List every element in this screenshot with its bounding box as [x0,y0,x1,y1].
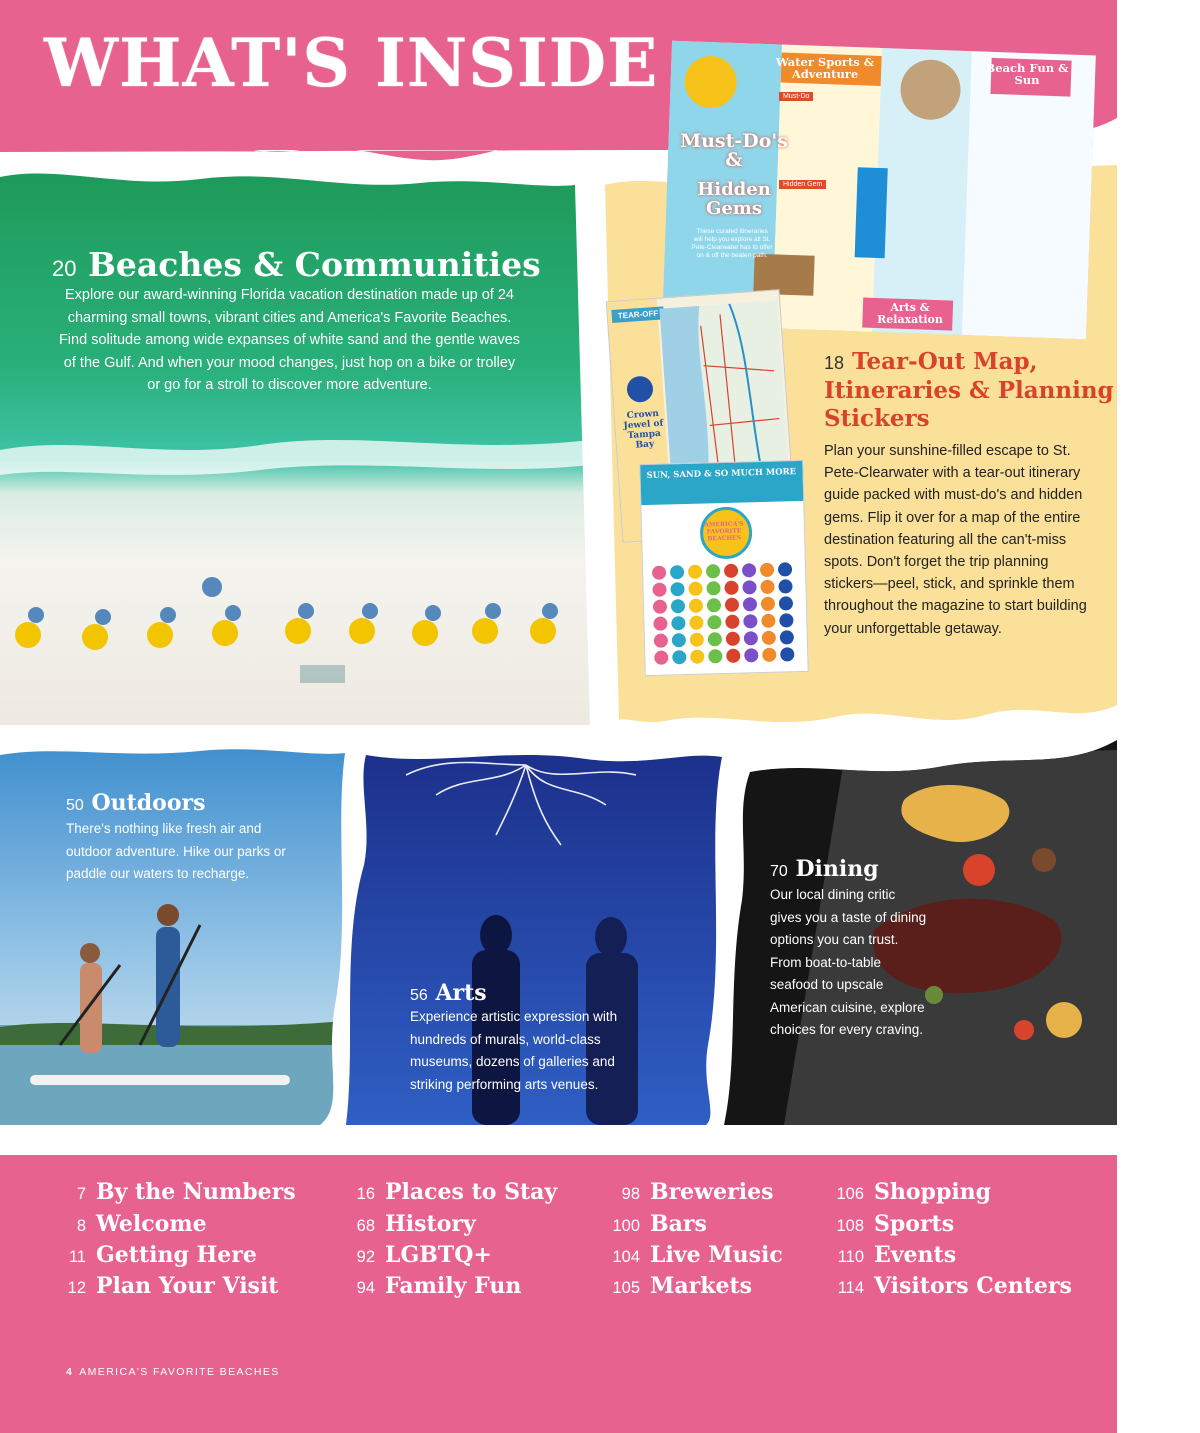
index-entry-title: Welcome [96,1211,207,1237]
index-page-number: 114 [837,1279,864,1297]
index-page-number: 8 [76,1217,86,1235]
index-entry [46,1273,278,1299]
sticker-icon [779,596,793,610]
index-entry [335,1242,492,1268]
index-entry-title: History [385,1211,476,1237]
sticker-icon [689,616,703,630]
sticker-icon [653,600,667,614]
sticker-icon [689,599,703,613]
sticker-icon [706,581,720,595]
hidden-gems-label: Hidden Gems [697,179,771,219]
index-page-number: 92 [356,1248,375,1266]
beaches-description: Explore our award-winning Florida vacation destination made up of 24 charming small towns, vibrant cities and America's Favorite Beaches. Find solitude among wide expanses of white sand and the gentle waves of the Gulf. And when your mood changes, just hop on a bike or trolley or go for a stroll to discover more adventure. [58,287,521,393]
sticker-badge: AMERICA'S FAVORITE BEACHES [704,520,744,543]
page-footer [66,1366,280,1378]
sticker-icon [708,632,722,646]
sticker-icon [671,616,685,630]
sticker-icon [652,566,666,580]
dining-title: Dining [795,856,879,882]
index-band [0,1155,1117,1433]
sticker-icon [653,617,667,631]
sticker-icon [724,564,738,578]
sticker-icon [652,583,666,597]
sticker-icon [744,631,758,645]
index-entry-title: Family Fun [385,1273,522,1299]
sticker-icon [780,647,794,661]
sticker-icon [742,563,756,577]
sticker-icon [778,579,792,593]
index-entry [335,1273,521,1299]
outdoors-heading [66,790,206,816]
sticker-icon [724,581,738,595]
index-entry-title: LGBTQ+ [385,1242,492,1268]
dining-heading [770,856,879,882]
arts-description: Experience artistic expression with hundreds of murals, world-class museums, dozens of galleries and striking performing arts venues. [410,1009,618,1092]
hidden-gem-tag: Hidden Gem [779,180,826,189]
sticker-icon [654,633,668,647]
dining-description: Our local dining critic gives you a taste of dining options you can trust. From boat-to-table seafood to upscale American cuisine, explore choices for every craving. [770,887,927,1037]
sticker-icon [742,580,756,594]
index-entry [600,1211,707,1237]
sticker-icon [670,582,684,596]
footer-publication: AMERICA'S FAVORITE BEACHES [79,1366,280,1378]
sticker-icon [760,580,774,594]
index-page-number: 11 [68,1248,86,1266]
sticker-icon [778,562,792,576]
sticker-icon [708,649,722,663]
tearout-page-number: 18 [824,353,845,373]
tearout-heading [824,348,1114,433]
index-entry [824,1273,1072,1299]
index-page-number: 7 [76,1185,86,1203]
sticker-heading: SUN, SAND & SO MUCH MORE [646,467,797,481]
index-entry-title: Places to Stay [385,1179,558,1205]
sticker-icon [779,613,793,627]
index-page-number: 105 [612,1279,640,1297]
index-entry [46,1242,257,1268]
index-entry [824,1179,991,1205]
index-entry [600,1273,752,1299]
sticker-dots [651,561,800,669]
index-entry-title: Sports [874,1211,955,1237]
itinerary-spread-image [667,48,1091,332]
index-entry [335,1179,557,1205]
arts-title: Arts [435,980,487,1006]
arts-relax-label: Arts & Relaxation [877,301,943,326]
index-page-number: 100 [612,1217,640,1235]
sticker-icon [672,650,686,664]
index-entry-title: Getting Here [96,1242,257,1268]
sticker-icon [743,597,757,611]
beaches-page-number: 20 [52,256,77,281]
index-entry [600,1179,773,1205]
index-page-number: 104 [612,1248,640,1266]
index-entry-title: Breweries [650,1179,774,1205]
sticker-icon [654,650,668,664]
index-page-number: 106 [836,1185,864,1203]
sticker-icon [761,614,775,628]
spread-blurb: These curated itineraries will help you explore all St. Pete-Clearwater has to offer on & off the beaten path. [691,228,773,259]
index-page-number: 108 [836,1217,864,1235]
sticker-icon [726,632,740,646]
sticker-icon [671,599,685,613]
sticker-icon [688,565,702,579]
dining-page-number: 70 [770,863,788,880]
index-entry [335,1211,476,1237]
index-page-number: 16 [356,1185,375,1203]
index-page-number: 110 [837,1248,864,1266]
index-entry-title: Bars [650,1211,707,1237]
index-entry [46,1179,296,1205]
map-tab-label: TEAR-OFF [611,306,664,323]
index-entry-title: Live Music [650,1242,783,1268]
page-title: WHAT'S INSIDE [44,24,659,102]
sticker-icon [762,648,776,662]
sticker-icon [744,648,758,662]
index-entry-title: By the Numbers [96,1179,296,1205]
outdoors-title: Outdoors [91,790,206,816]
sticker-icon [726,649,740,663]
sticker-icon [725,598,739,612]
sticker-icon [670,565,684,579]
arts-page-number: 56 [410,987,428,1004]
map-crown-label: Crown Jewel of Tampa Bay [623,408,664,451]
sticker-icon [706,564,720,578]
must-do-tag: Must-Do [779,92,813,101]
index-page-number: 94 [356,1279,375,1297]
sticker-icon [762,631,776,645]
sticker-icon [707,598,721,612]
sticker-sheet-image [639,460,808,676]
index-entry-title: Shopping [874,1179,992,1205]
sticker-icon [688,582,702,596]
tearout-title: Tear-Out Map, Itineraries & Planning Stickers [824,348,1114,432]
arts-heading [410,980,487,1006]
sticker-icon [690,633,704,647]
index-entry [600,1242,783,1268]
beaches-heading [52,245,541,284]
outdoors-description: There's nothing like fresh air and outdoor adventure. Hike our parks or paddle our waters to recharge. [66,821,286,881]
index-entry-title: Events [874,1242,957,1268]
index-entry [46,1211,207,1237]
beaches-title: Beaches & Communities [87,245,541,284]
sticker-icon [760,563,774,577]
sticker-icon [725,615,739,629]
index-entry-title: Visitors Centers [874,1273,1072,1299]
index-entry-title: Markets [650,1273,752,1299]
index-page-number: 12 [67,1279,86,1297]
sticker-icon [707,615,721,629]
beach-fun-label: Beach Fun & Sun [985,61,1069,87]
sticker-icon [761,597,775,611]
tearout-description: Plan your sunshine-filled escape to St. Pete-Clearwater with a tear-out itinerary guide packed with must-do's and hidden gems. Flip it over for a map of the entire destination featuring all the can't-miss spots. Don't forget the trip planning stickers—peel, stick, and sprinkle them throughout the magazine to start building your unforgettable getaway. [824,443,1087,637]
index-entry-title: Plan Your Visit [96,1273,279,1299]
index-page-number: 68 [356,1217,375,1235]
outdoors-page-number: 50 [66,797,84,814]
sticker-icon [780,630,794,644]
sticker-icon [672,633,686,647]
must-dos-label: Must-Do's & [680,130,788,171]
footer-page-number: 4 [66,1366,74,1378]
water-sports-label: Water Sports & Adventure [775,55,875,81]
index-entry [824,1242,956,1268]
sticker-icon [743,614,757,628]
index-page-number: 98 [621,1185,640,1203]
sticker-icon [690,650,704,664]
index-entry [824,1211,954,1237]
